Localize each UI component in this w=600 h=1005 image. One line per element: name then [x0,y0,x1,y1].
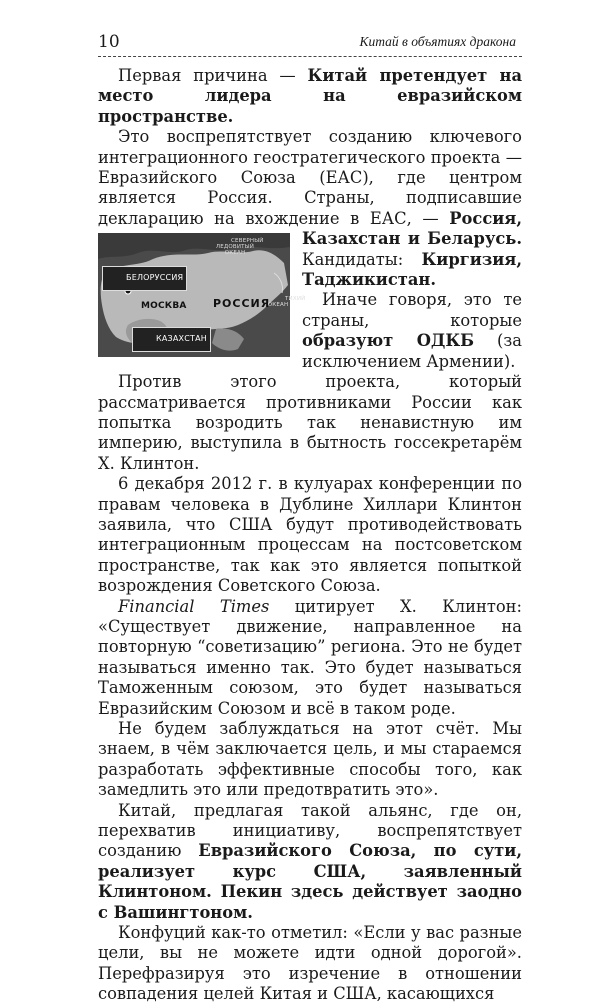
running-header [98,30,522,57]
running-title: Китай в объятиях дракона [359,34,516,49]
map-figure [98,233,306,357]
paragraph-8: Китай, предлагая такой альянс, где он, перехватив инициативу, воспрепятствует созданию Евразийского Союза, по сути, реализует курс США, заявленный Клинтоном. Пекин здесь действует заодно с Вашингтоном. [98,800,522,922]
paragraph-4: Против этого проекта, который рассматривается противниками России как попытка возродить так ненавистную им империю, выступила в бытность госсекретарём Х. Клинтон. [98,372,522,473]
map-label-kazakhstan: КАЗАХСТАН [132,327,211,351]
page-number: 10 [98,32,120,52]
paragraph-3: Иначе говоря, это те страны, которые образуют ОДКБ (за исключением Армении). [302,290,522,371]
paragraph-6: Financial Times цитирует Х. Клинтон: «Существует движение, направленное на повторную “советизацию” региона. Это не будет называться именно так. Это будет называться Таможенным союзом, это будет называться Евразийским Союзом и всё в таком роде. [98,596,522,718]
map-label-moscow: МОСКВА [141,301,187,312]
paragraph-7: Не будем заблуждаться на этот счёт. Мы знаем, в чём заключается цель, и мы стараемся разработать эффективные способы того, как замедлить это или предотвратить это». [98,719,522,800]
paragraph-5: 6 декабря 2012 г. в кулуарах конференции по правам человека в Дублине Хиллари Клинтон заявила, что США будут противодействовать интеграционным процессам на постсоветском пространстве, так как это является попыткой возрождения Советского Союза. [98,474,522,596]
map-label-russia: РОССИЯ [213,297,271,311]
body-text [98,66,522,1005]
paragraph-2: Это воспрепятствует созданию ключевого интеграционного геостратегического проекта — Евразийского Союза (ЕАС), где центром является Россия. Страны, подписавшие декларацию на вхождение в ЕАС, — БЕЛОРУССИЯ МОСКВА РОССИЯ КАЗАХСТАН СЕВЕРНЫЙ ЛЕДОВИТЫЙ ОКЕАН ТИХИЙ ОКЕАН Россия, Казахстан и Беларусь. Кандидаты: Киргизия, Таджикистан. [98,127,522,290]
map-label-pacific-ocean: ТИХИЙ ОКЕАН [267,296,306,309]
paragraph-1: Первая причина — Китай претендует на место лидера на евразийском пространстве. [98,66,522,126]
map-label-belarus: БЕЛОРУССИЯ [102,266,187,290]
paragraph-9: Конфуций как-то отметил: «Если у вас разные цели, вы не можете идти одной дорогой». Перефразируя это изречение в отношении совпадения целей Китая и США, касающихся [98,923,522,1004]
map-label-arctic-ocean: СЕВЕРНЫЙ ЛЕДОВИТЫЙ ОКЕАН [215,238,264,257]
